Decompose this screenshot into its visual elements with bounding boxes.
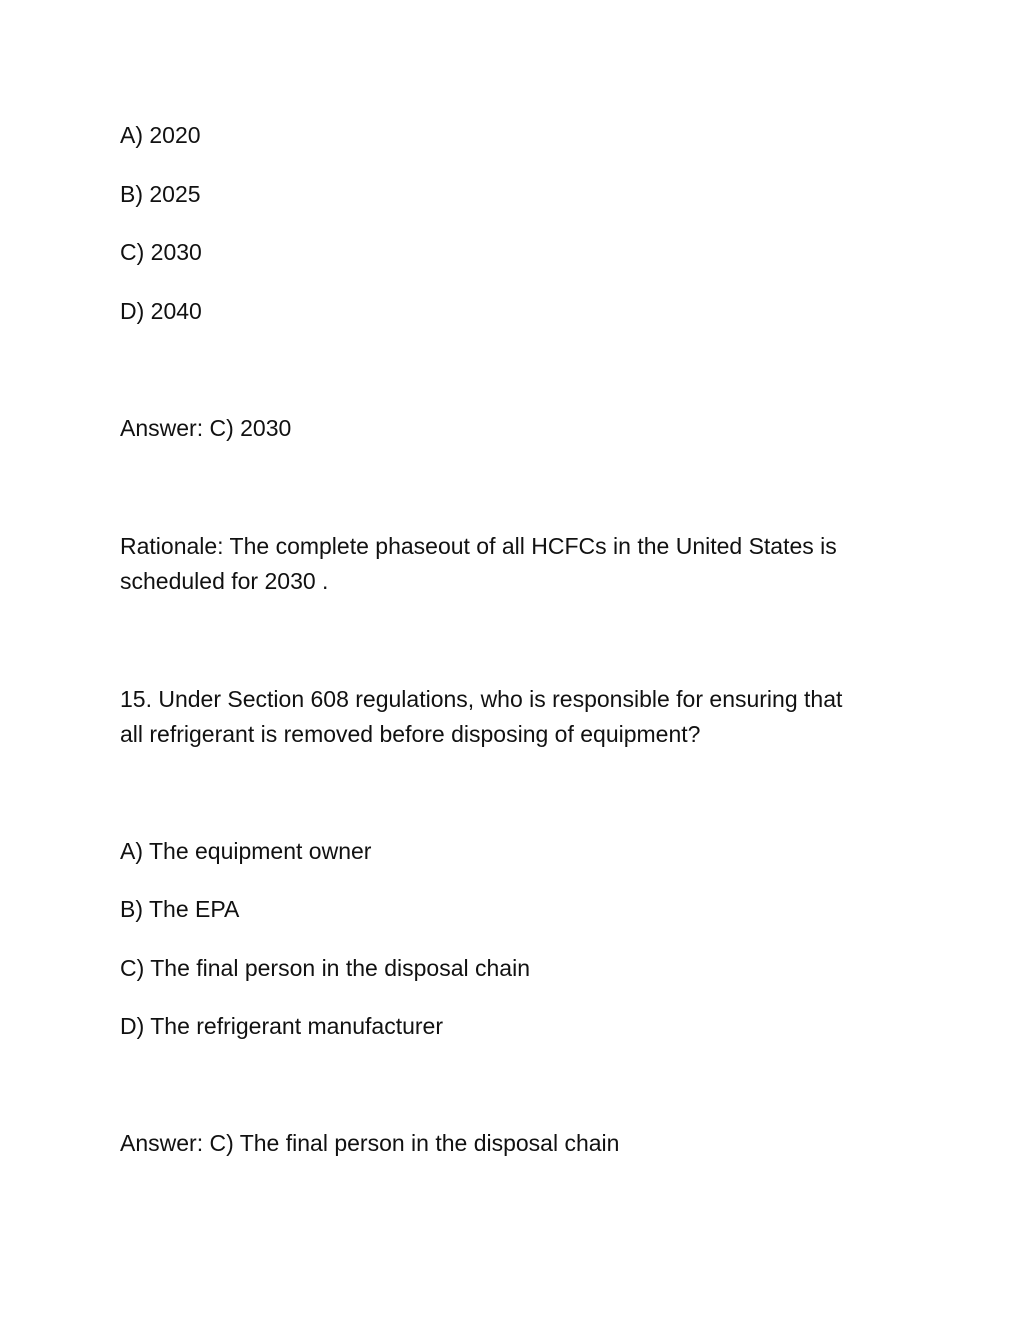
q14-option-d: D) 2040 — [120, 298, 202, 324]
q15-option-a: A) The equipment owner — [120, 838, 372, 864]
q15-question-line-1: 15. Under Section 608 regulations, who is responsible for ensuring that — [120, 686, 843, 712]
q14-option-a: A) 2020 — [120, 122, 201, 148]
q15-option-d: D) The refrigerant manufacturer — [120, 1013, 443, 1039]
q14-answer: Answer: C) 2030 — [120, 415, 292, 441]
q15-option-b: B) The EPA — [120, 896, 240, 922]
q14-option-b: B) 2025 — [120, 181, 201, 207]
q14-rationale-line-1: Rationale: The complete phaseout of all HCFCs in the United States is — [120, 533, 837, 559]
q15-question-line-2: all refrigerant is removed before disposing of equipment? — [120, 721, 701, 747]
q15-answer: Answer: C) The final person in the disposal chain — [120, 1130, 620, 1156]
q15-question — [120, 682, 910, 752]
q14-rationale — [120, 529, 910, 599]
q15-option-c: C) The final person in the disposal chain — [120, 955, 530, 981]
q14-option-c: C) 2030 — [120, 239, 202, 265]
q14-rationale-line-2: scheduled for 2030 . — [120, 568, 329, 594]
